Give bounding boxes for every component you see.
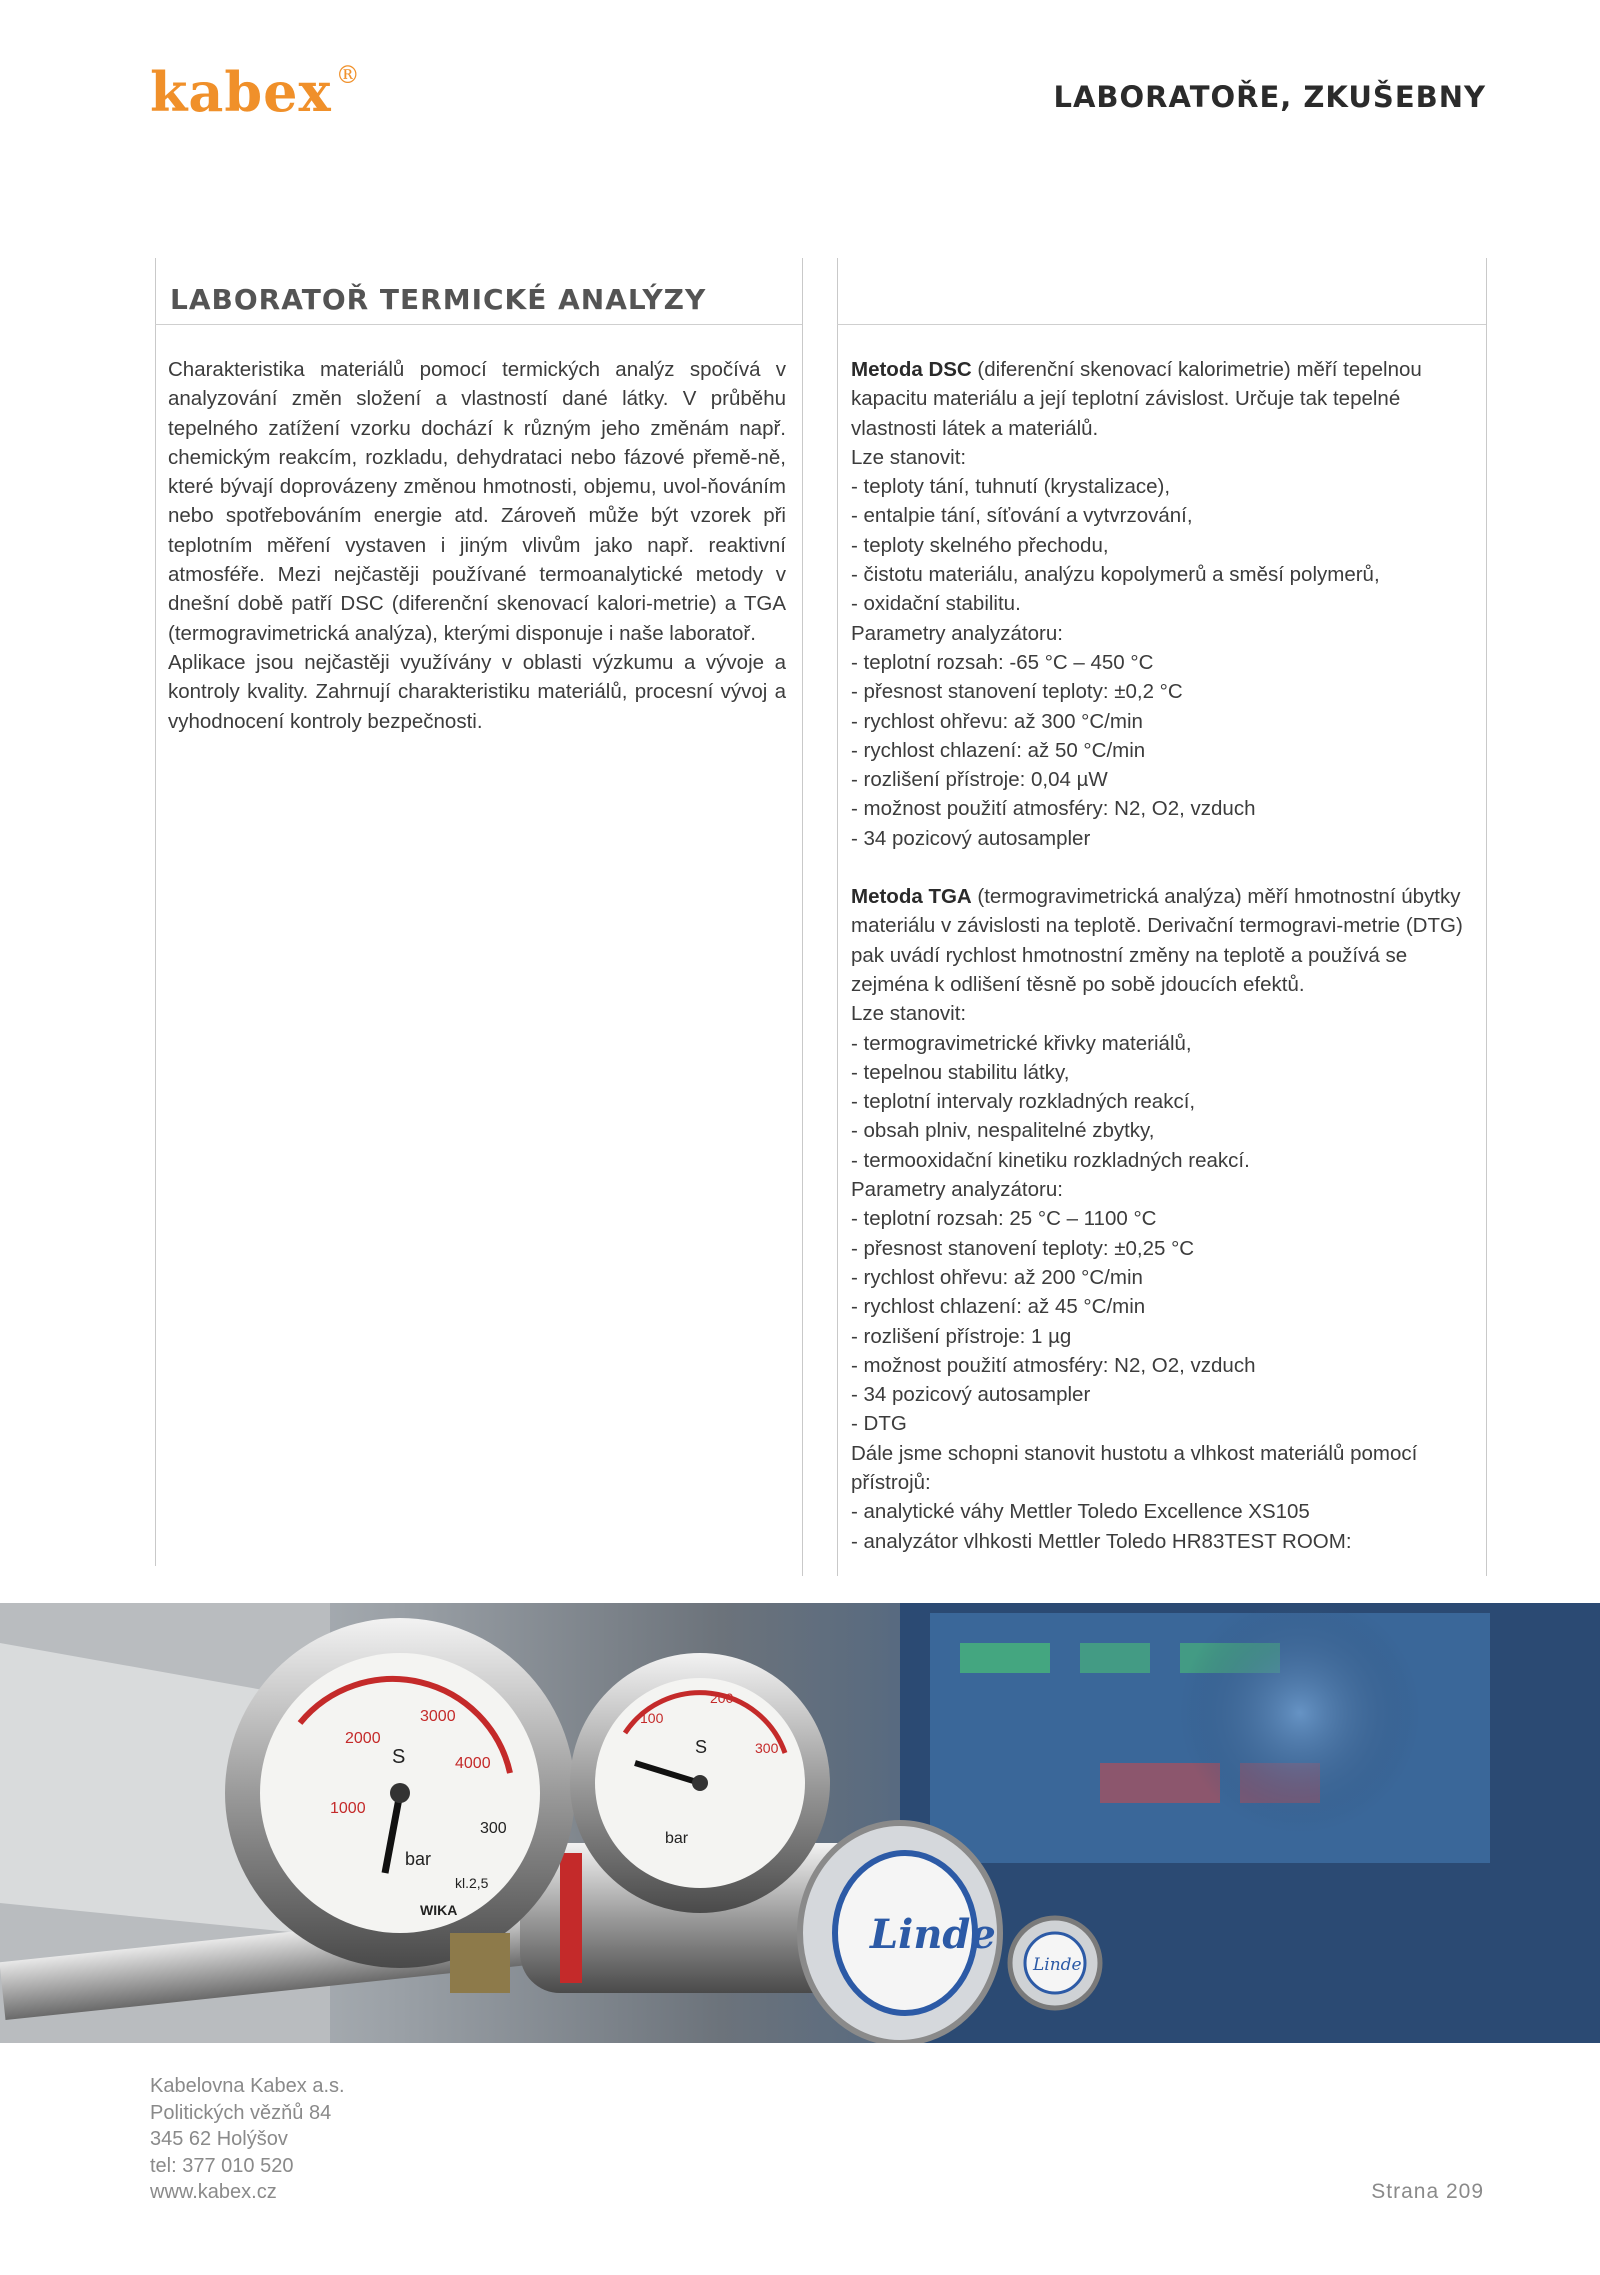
gauge-right-scale: 100 [640, 1710, 664, 1726]
list-item: - termooxidační kinetiku rozkladných reakcí. [851, 1148, 1250, 1172]
column-divider-middle-a [802, 258, 803, 1576]
heading-rule-left [155, 324, 802, 325]
regulator-red-ring [560, 1853, 582, 1983]
regulator-brand-text: Linde [870, 1911, 996, 1958]
list-item: - rychlost chlazení: až 50 °C/min [851, 738, 1146, 762]
paragraph-gap [851, 853, 1471, 882]
gauge-right-hub [692, 1775, 708, 1791]
pressure-gauges-photo [0, 1603, 1600, 2043]
list-item: - oxidační stabilitu. [851, 592, 1021, 616]
gauge-left-scale: 2000 [345, 1730, 381, 1747]
list-item: - teplotní intervaly rozkladných reakcí, [851, 1090, 1196, 1114]
tga-can-label: Lze stanovit: [851, 1002, 967, 1026]
list-item: - teplotní rozsah: 25 °C – 1100 °C [851, 1207, 1157, 1231]
column-divider-middle-b [837, 258, 838, 1576]
applications-paragraph: Aplikace jsou nejčastěji využívány v oblasti výzkumu a vývoje a kontroly kvality. Zahrnují charakteristiku materiálů, procesní vývoj a vyhodnocení kontroly bezpečnosti. [168, 650, 786, 733]
gauge-right-scale: 200 [710, 1690, 734, 1706]
registered-mark: ® [335, 61, 361, 89]
list-item: - rychlost ohřevu: až 200 °C/min [851, 1265, 1143, 1289]
list-item: - tepelnou stabilitu látky, [851, 1060, 1070, 1084]
gauge-left-mark: S [392, 1746, 406, 1768]
gauge-left-mark: kl.2,5 [455, 1875, 489, 1891]
list-item: - rozlišení přístroje: 0,04 µW [851, 768, 1108, 792]
company-logo [150, 60, 361, 124]
company-address [150, 2073, 345, 2206]
column-divider-right [1486, 258, 1487, 1576]
phone-number: tel: 377 010 520 [150, 2154, 294, 2177]
badge-brand-text: Linde [1033, 1955, 1082, 1975]
gauge-left-hub [390, 1783, 410, 1803]
intro-column [168, 355, 786, 736]
intro-paragraph: Charakteristika materiálů pomocí termických analýz spočívá v analyzování změn složení a vlastností dané látky. V průběhu tepelného zatížení vzorku dochází k různým jeho změnám např. chemickým reakcím, rozkladu, dehydrataci nebo fázové přemě-ně, které bývají doprovázeny změnou hmotnosti, objemu, uvol-ňováním nebo spotřebováním energie atd. Zároveň může být vzorek při teplotním měření vystaven i jiným vlivům jako např. reaktivní atmosféře. Mezi nejčastěji používané termoanalytické metody v dnešní době patří DSC (diferenční skenovací kalori-metrie) a TGA (termogravimetrická analýza), kterými disponuje i naše laboratoř. [168, 358, 786, 645]
gauge-left [225, 1618, 575, 1968]
list-item: - analyzátor vlhkosti Mettler Toledo HR83TEST ROOM: [851, 1529, 1352, 1553]
gauge-left-scale: 4000 [455, 1755, 491, 1772]
column-divider-left [155, 258, 156, 1566]
gauge-right [570, 1653, 830, 1913]
tga-extra: Dále jsme schopni stanovit hustotu a vlhkost materiálů pomocí přístrojů: [851, 1441, 1418, 1494]
monitor-bar [1080, 1643, 1150, 1673]
page-heading: LABORATOŘ TERMICKÉ ANALÝZY [170, 283, 707, 316]
gauge-right-mark: S [695, 1737, 708, 1757]
list-item: - možnost použití atmosféry: N2, O2, vzduch [851, 1353, 1256, 1377]
list-item: - rychlost ohřevu: až 300 °C/min [851, 709, 1143, 733]
address-street: Politických vězňů 84 [150, 2101, 332, 2124]
gauge-left-scale: 1000 [330, 1800, 366, 1817]
list-item: - 34 pozicový autosampler [851, 826, 1091, 850]
tga-title: Metoda TGA [851, 885, 972, 909]
heading-rule-right [837, 324, 1486, 325]
gauge-left-scale: 3000 [420, 1708, 456, 1725]
list-item: - možnost použití atmosféry: N2, O2, vzduch [851, 797, 1256, 821]
dsc-intro [851, 355, 1471, 443]
company-name: Kabelovna Kabex a.s. [150, 2075, 345, 2097]
list-item: - entalpie tání, síťování a vytvrzování, [851, 504, 1193, 528]
tga-intro [851, 882, 1471, 999]
list-item: - teploty skelného přechodu, [851, 533, 1109, 557]
website-link[interactable]: www.kabex.cz [150, 2181, 277, 2203]
list-item: - 34 pozicový autosampler [851, 1383, 1091, 1407]
gauge-connector [450, 1933, 510, 1993]
list-item: - termogravimetrické křivky materiálů, [851, 1031, 1192, 1055]
list-item: - rozlišení přístroje: 1 µg [851, 1324, 1072, 1348]
list-item: - rychlost chlazení: až 45 °C/min [851, 1295, 1146, 1319]
tga-params-label: Parametry analyzátoru: [851, 1178, 1063, 1202]
dsc-params-label: Parametry analyzátoru: [851, 621, 1063, 645]
address-city: 345 62 Holýšov [150, 2128, 288, 2150]
page-number: Strana 209 [1371, 2180, 1484, 2203]
list-item: - přesnost stanovení teploty: ±0,25 °C [851, 1236, 1195, 1260]
lab-photo [0, 1603, 1600, 2043]
methods-column [851, 355, 1471, 1556]
list-item: - teplotní rozsah: -65 °C – 450 °C [851, 650, 1154, 674]
section-title: LABORATOŘE, ZKUŠEBNY [1053, 80, 1486, 114]
gauge-right-scale: 300 [755, 1740, 779, 1756]
gauge-right-unit: bar [665, 1830, 689, 1847]
gauge-left-scale: 300 [480, 1820, 507, 1837]
logo-text: kabex [150, 60, 332, 124]
monitor-bar [960, 1643, 1050, 1673]
gauge-left-brand: WIKA [420, 1902, 458, 1918]
list-item: - DTG [851, 1412, 907, 1436]
dsc-description: (diferenční skenovací kalorimetrie) měří tepelnou kapacitu materiálu a její teplotní závislost. Určuje tak tepelné vlastnosti látek a materiálů. [851, 358, 1422, 440]
gauge-left-unit: bar [405, 1849, 432, 1869]
list-item: - teploty tání, tuhnutí (krystalizace), [851, 475, 1171, 499]
dsc-title: Metoda DSC [851, 358, 972, 381]
list-item: - čistotu materiálu, analýzu kopolymerů a směsí polymerů, [851, 563, 1380, 587]
bokeh-light [1180, 1603, 1420, 1833]
list-item: - obsah plniv, nespalitelné zbytky, [851, 1119, 1155, 1143]
list-item: - analytické váhy Mettler Toledo Excellence XS105 [851, 1500, 1310, 1524]
dsc-can-label: Lze stanovit: [851, 445, 967, 469]
tga-description: (termogravimetrická analýza) měří hmotnostní úbytky materiálu v závislosti na teplotě. Derivační termogravi-metrie (DTG) pak uvádí rychlost hmotnostní změny na teplotě a používá se zejména k odlišení těsně po sobě jdoucích efektů. [851, 885, 1463, 996]
list-item: - přesnost stanovení teploty: ±0,2 °C [851, 680, 1183, 704]
